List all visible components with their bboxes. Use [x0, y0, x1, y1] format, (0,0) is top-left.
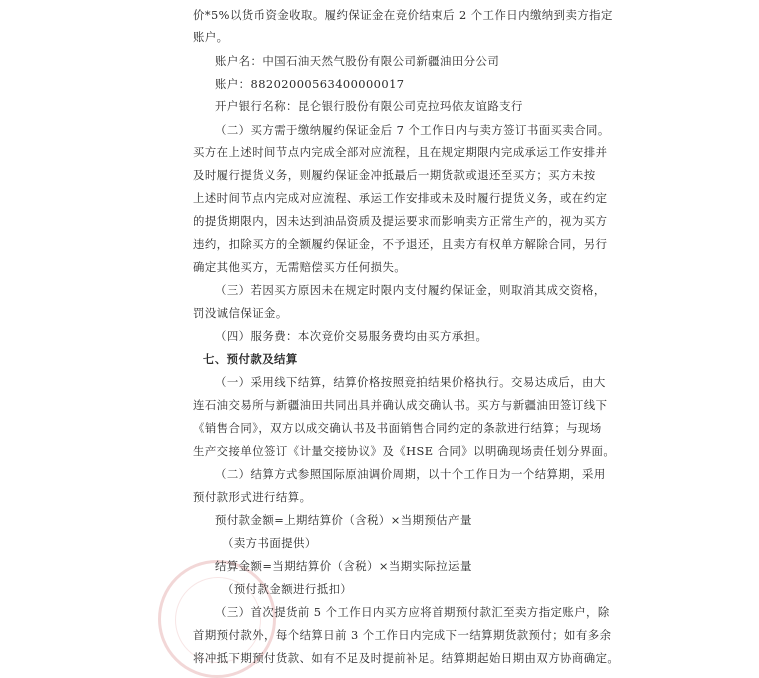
paragraph-line: （三）首次提货前 5 个工作日内买方应将首期预付款汇至卖方指定账户，除 [215, 605, 610, 619]
paragraph-line: 价*5%以货币资金收取。履约保证金在竞价结束后 2 个工作日内缴纳到卖方指定 [193, 8, 613, 22]
paragraph-line: 连石油交易所与新疆油田共同出具并确认成交确认书。买方与新疆油田签订线下 [193, 398, 608, 412]
section-heading: 七、预付款及结算 [203, 352, 298, 366]
paragraph-line: 账户。 [193, 30, 229, 44]
formula-line: 结算金额=当期结算价（含税）×当期实际拉运量 [215, 559, 472, 573]
paragraph-line: 生产交接单位签订《计量交接协议》及《HSE 合同》以明确现场责任划分界面。 [193, 444, 616, 458]
formula-note: （卖方书面提供） [222, 536, 317, 550]
paragraph-line: 买方在上述时间节点内完成全部对应流程，且在规定期限内完成承运工作安排并 [193, 145, 608, 159]
paragraph-line: 确定其他买方，无需赔偿买方任何损失。 [193, 260, 407, 274]
formula-note: （预付款金额进行抵扣） [222, 582, 353, 596]
account-name-line: 账户名：中国石油天然气股份有限公司新疆油田分公司 [215, 54, 500, 68]
formula-line: 预付款金额=上期结算价（含税）×当期预估产量 [215, 513, 472, 527]
paragraph-line: 《销售合同》，双方以成交确认书及书面销售合同约定的条款进行结算；与现场 [193, 421, 602, 435]
paragraph-line: 首期预付款外，每个结算日前 3 个工作日内完成下一结算期货款预付；如有多余 [193, 628, 612, 642]
paragraph-line: 预付款形式进行结算。 [193, 490, 312, 504]
paragraph-line: （二）结算方式参照国际原油调价周期，以十个工作日为一个结算期，采用 [215, 467, 606, 481]
bank-name-line: 开户银行名称：昆仑银行股份有限公司克拉玛依友谊路支行 [215, 99, 523, 113]
paragraph-line: 违约，扣除买方的全额履约保证金，不予退还，且卖方有权单方解除合同，另行 [193, 237, 608, 251]
paragraph-line: （二）买方需于缴纳履约保证金后 7 个工作日内与卖方签订书面买卖合同。 [215, 123, 610, 137]
paragraph-line: 上述时间节点内完成对应流程、承运工作安排或未及时履行提货义务，或在约定 [193, 191, 608, 205]
paragraph-line: 及时履行提货义务，则履约保证金冲抵最后一期货款或退还至买方；买方未按 [193, 168, 596, 182]
paragraph-line: （一）采用线下结算，结算价格按照竞拍结果价格执行。交易达成后，由大 [215, 375, 606, 389]
paragraph-line: 将冲抵下期预付货款、如有不足及时提前补足。结算期起始日期由双方协商确定。 [193, 651, 620, 665]
paragraph-line: 罚没诚信保证金。 [193, 306, 288, 320]
account-number-line: 账户：88202000563400000017 [215, 77, 405, 91]
paragraph-line: （三）若因买方原因未在规定时限内支付履约保证金，则取消其成交资格， [215, 283, 606, 297]
paragraph-line: （四）服务费：本次竞价交易服务费均由买方承担。 [215, 329, 488, 343]
paragraph-line: 的提货期限内，因未达到油品资质及提运要求而影响卖方正常生产的，视为买方 [193, 214, 608, 228]
